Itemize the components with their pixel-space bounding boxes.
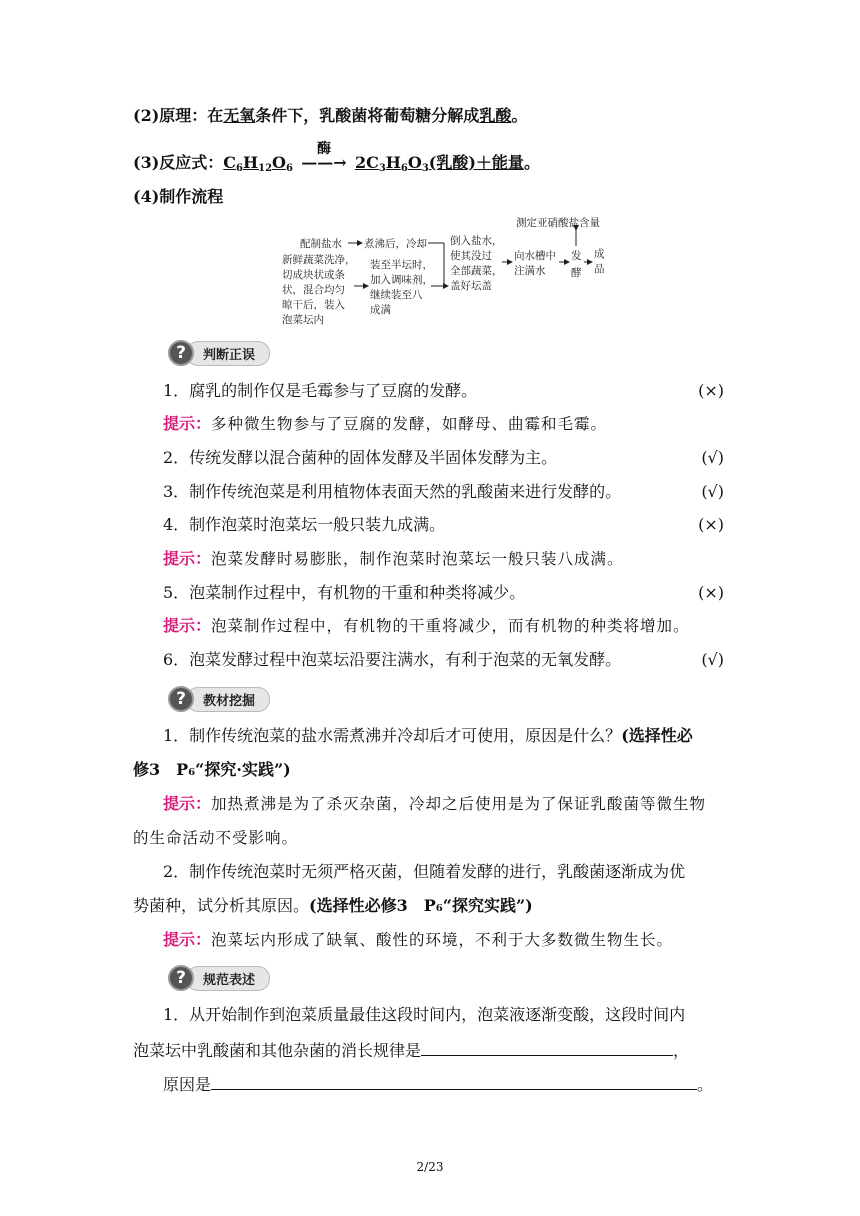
process-flowchart: [276, 214, 616, 326]
section-badge-judge: [168, 341, 270, 365]
textbook-q1-line1: 1．制作传统泡菜的盐水需煮沸并冷却后才可使用，原因是什么？(选择性必: [163, 726, 693, 745]
judge-mark-2: (√): [701, 448, 724, 467]
flow-veg-1: 新鲜蔬菜洗净，: [282, 254, 356, 266]
standard-q1-line2: 泡菜坛中乳酸菌和其他杂菌的消长规律是 ，: [133, 1041, 690, 1060]
lactic-acid-term: 乳酸: [479, 106, 512, 125]
textbook-q1-line2: 修3 P₆“探究·实践”): [133, 760, 291, 779]
judge-tip-4: 提示：泡菜发酵时易膨胀，制作泡菜时泡菜坛一般只装八成满。: [163, 549, 624, 568]
flow-ferment-1: 发: [571, 250, 582, 262]
anaerobic-term: 无氧: [223, 106, 256, 125]
judge-mark-4: (×): [698, 515, 724, 534]
flow-product-1: 成: [594, 248, 605, 260]
judge-mark-5: (×): [698, 583, 724, 602]
question-icon: ?: [168, 340, 194, 366]
process-title: (4)制作流程: [133, 187, 224, 206]
textbook-q2-line2: 势菌种，试分析其原因。(选择性必修3 P₆“探究实践”): [133, 896, 533, 915]
flow-measure: 测定亚硝酸盐含量: [516, 217, 600, 229]
flow-boil-cool: 煮沸后，冷却: [364, 238, 427, 250]
flow-pour-4: 盖好坛盖: [450, 280, 492, 292]
section-badge-standard: [168, 966, 270, 990]
judge-item-1: 1．腐乳的制作仅是毛霉参与了豆腐的发酵。: [163, 381, 478, 400]
tip-label: 提示：: [163, 549, 212, 568]
standard-reason-line: 原因是 。: [163, 1075, 714, 1094]
answer-blank-2[interactable]: [211, 1073, 697, 1090]
tip-label: 提示：: [163, 930, 212, 949]
flow-veg-2: 切成块状或条: [282, 269, 345, 281]
reaction-equation: $C_6H_{12}O_6$ 酶 ——→ $2C_3H_6O_3$(乳酸)＋能量: [223, 141, 524, 174]
enzyme-label: 酶: [316, 141, 331, 157]
flow-water-2: 注满水: [514, 265, 546, 277]
judge-tip-1: 提示：多种微生物参与了豆腐的发酵，如酵母、曲霉和毛霉。: [163, 414, 608, 433]
flow-pour-1: 倒入盐水，: [450, 235, 503, 247]
answer-blank-1[interactable]: [421, 1039, 673, 1056]
flow-half-3: 继续装至八: [370, 289, 423, 301]
principle-line: (2)原理：在无氧条件下，乳酸菌将葡萄糖分解成乳酸。: [133, 106, 528, 125]
judge-item-6: 6．泡菜发酵过程中泡菜坛沿要注满水，有利于泡菜的无氧发酵。: [163, 650, 622, 669]
flow-half-4: 成满: [370, 304, 391, 316]
reaction-line: (3)反应式：$C_6H_{12}O_6$ 酶 ——→ $2C_3H_6O_3$(乳酸)＋能量。: [133, 141, 540, 174]
section-title-textbook: 教材挖掘: [186, 687, 270, 712]
judge-item-3: 3．制作传统泡菜是利用植物体表面天然的乳酸菌来进行发酵的。: [163, 482, 622, 501]
flow-half-1: 装至半坛时，: [370, 259, 433, 271]
judge-tip-5: 提示：泡菜制作过程中，有机物的干重将减少，而有机物的种类将增加。: [163, 616, 690, 635]
judge-mark-3: (√): [701, 482, 724, 501]
section-title-standard: 规范表述: [186, 966, 270, 991]
flow-ferment-2: 酵: [571, 267, 582, 279]
question-icon: ?: [168, 686, 194, 712]
flow-veg-3: 状，混合均匀: [282, 284, 345, 296]
flow-half-2: 加入调味剂，: [370, 274, 433, 286]
flow-water-1: 向水槽中: [514, 250, 556, 262]
standard-q1-line1: 1．从开始制作到泡菜质量最佳这段时间内，泡菜液逐渐变酸，这段时间内: [163, 1005, 686, 1024]
judge-item-5: 5．泡菜制作过程中，有机物的干重和种类将减少。: [163, 583, 526, 602]
judge-mark-6: (√): [701, 650, 724, 669]
textbook-q2-line1: 2．制作传统泡菜时无须严格灭菌，但随着发酵的进行，乳酸菌逐渐成为优: [163, 862, 686, 881]
flow-prepare-brine: 配制盐水: [300, 238, 342, 250]
section-title-judge: 判断正误: [186, 341, 270, 366]
page-number: 2/23: [416, 1160, 444, 1174]
textbook-q1-tip-line1: 提示：加热煮沸是为了杀灭杂菌，冷却之后使用是为了保证乳酸菌等微生物: [163, 794, 707, 813]
tip-label: 提示：: [163, 616, 212, 635]
flow-veg-4: 晾干后，装入: [282, 299, 345, 311]
section-badge-textbook: [168, 687, 270, 711]
tip-label: 提示：: [163, 794, 212, 813]
question-icon: ?: [168, 965, 194, 991]
tip-label: 提示：: [163, 414, 212, 433]
textbook-q2-tip: 提示：泡菜坛内形成了缺氧、酸性的环境，不利于大多数微生物生长。: [163, 930, 674, 949]
flow-pour-2: 使其没过: [450, 250, 492, 262]
judge-item-2: 2．传统发酵以混合菌种的固体发酵及半固体发酵为主。: [163, 448, 558, 467]
flow-product-2: 品: [594, 263, 605, 275]
textbook-q1-tip-line2: 的生命活动不受影响。: [133, 829, 299, 847]
judge-item-4: 4．制作泡菜时泡菜坛一般只装九成满。: [163, 515, 446, 534]
flow-pour-3: 全部蔬菜，: [450, 265, 503, 277]
flow-veg-5: 泡菜坛内: [282, 314, 324, 326]
judge-mark-1: (×): [698, 381, 724, 400]
